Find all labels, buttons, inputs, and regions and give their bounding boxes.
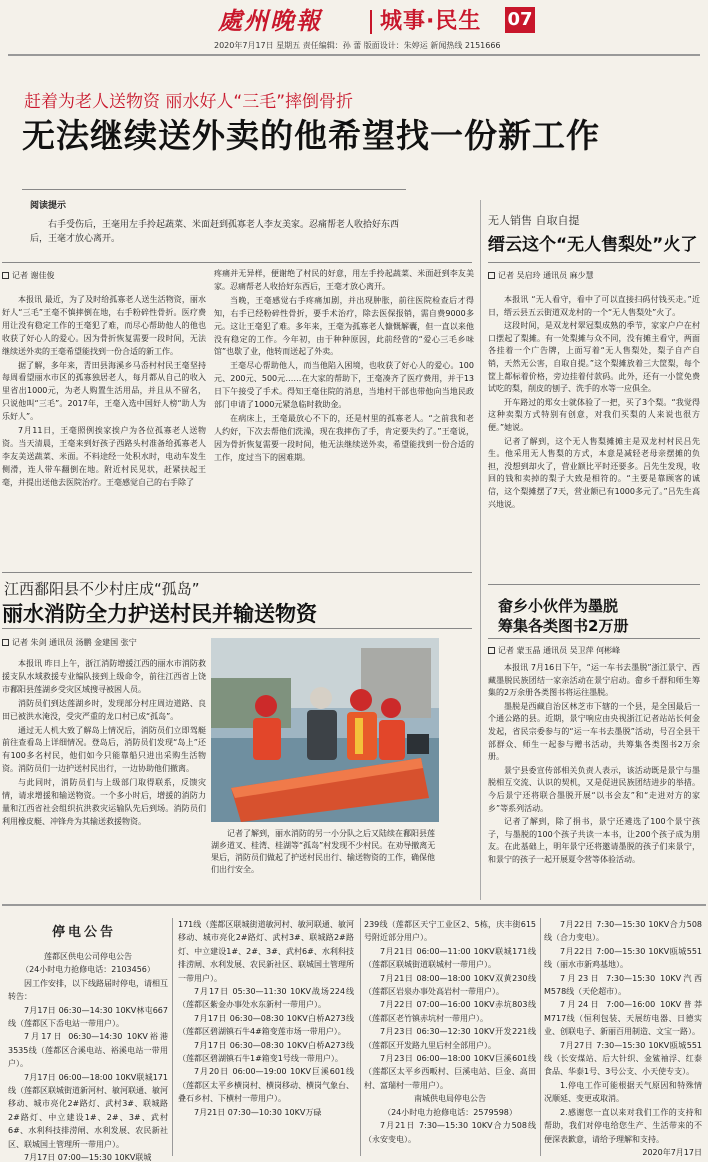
notice-line: 7月17日 07:00—15:30 10KV联城	[24, 1153, 152, 1162]
story3-para: 消防员们到达莲湖乡时，发现部分村庄周边道路、良田已被洪水淹没，受灾严重的龙口村已成“孤岛”。	[2, 698, 206, 721]
page-number: 07	[505, 7, 535, 33]
story4-headline-line1: 畲乡小伙伴为墨脱	[498, 597, 619, 615]
story3-headline: 丽水消防全力护送村民并输送物资	[2, 602, 317, 626]
story4-headline-line2: 筹集各类图书2万册	[498, 617, 629, 635]
story4-byline-text: 记者 蒙玉晶 通讯员 吴卫萍 何彬峰	[498, 646, 621, 655]
notice-line: 239线（莲都区天宁工业区2、5栋，庆丰街615号附近部分用户）。	[364, 920, 536, 943]
story1-para: 在病床上，王毫最放心不下的，还是村里的孤寡老人。“之前我和老人约好，下次去帮他们洗澡，现在我摔伤了手，肯定要失约了。”王毫说，因为骨折恢复需要一段时间，他无法继续送外卖，希望能找到一份合适的工作，度过当下的困难期。	[214, 413, 474, 462]
notice-divider	[360, 918, 361, 1156]
top-rule	[8, 54, 700, 56]
story1-byline-text: 记者 谢佳俊	[12, 271, 55, 280]
photo-caption: 记者了解到，丽水消防的另一小分队之后又陆续在鄱阳县莲湖乡道叉、桂湾、桂湖等“孤岛”村发现不少村民。在劝导撤离无果后，消防员们做起了护送村民出行、输送物资的工作，确保他们出行安全。	[211, 829, 436, 874]
rescue-boat-illustration	[211, 638, 439, 822]
notice-divider	[172, 918, 173, 1156]
notice-line: 7月17日 06:30—08:30 10KV白桥A273线（莲都区碧湖镇石牛4#箱变莲市场一带用户）。	[178, 1013, 354, 1037]
byline-box-icon	[2, 639, 9, 646]
notice-line: （24小时电力抢修电话：2103456）	[21, 965, 155, 975]
story1-para: 当晚，王毫感觉右手疼痛加剧，并出现肿胀，前往医院检查后才得知，右手已经粉碎性骨折，要手术治疗，除去医保报销，需自费9000多元。这让王毫犯了难。多年来，王毫为孤寡老人慷慨解囊，但一直以来他没有稳定的工作。今年初，由于种种原因，此前经营的“爱心三毛乡味馆”也歇了业，他转而送起了外卖。	[214, 295, 474, 357]
notice-line: 7月21日 7:30—15:30 10KV合力508线（永安变电）。	[364, 1121, 536, 1144]
story4-headline	[498, 596, 628, 636]
story4-top-rule	[488, 584, 700, 585]
notice-line: 莲都区供电公司停电公告	[44, 952, 132, 961]
story2-para: 本报讯 “无人看守，看中了可以直接扫码付钱买走。”近日，缙云县五云街道双龙村的一个“无人售梨处”火了。	[488, 295, 700, 317]
story3-para: 通过无人机大致了解岛上情况后，消防员们立即驾艇前往查看岛上详细情况。登岛后，消防员们发现“岛上”还有100多名村民，他们如今只能靠船只进出采购生活物资。消防员们一边护送村民出行，一边协助他们撤离。	[2, 725, 206, 774]
story4-rule	[488, 638, 700, 639]
notice-line: 7月22日 7:30—15:30 10KV合力508线（合力变电）。	[544, 920, 702, 943]
story1-byline	[2, 270, 55, 282]
byline-box-icon	[488, 272, 495, 279]
story2-para: 这段时间，是双龙村翠冠梨成熟的季节，家家户户在村口摆起了梨摊。有一处梨摊与众不同，没有摊主看守，两面各挂着一个广告牌，上面写着“无人售梨处，梨子自产自销，天然无公害，自取自提。”这个梨摊放着三大筐梨，每个筐上都标着价格，旁边挂着付款码。此外，还有一小筐免费试吃的梨，削皮的刨子、洗手的水等一应俱全。	[488, 321, 700, 394]
info-line: 2020年7月17日 星期五 责任编辑：孙 蕾 版面设计：朱婷运 新闻热线 2151666	[214, 41, 501, 50]
notice-line: 7月24日 7:00—16:00 10KV普莽M717线（恒利包装、天展纺电器、日德实业、创联电子、新丽百用制造、文宝一路）。	[544, 1000, 702, 1037]
notice-column-2	[178, 918, 354, 1119]
story1-column-1	[2, 294, 206, 491]
lead-rule	[22, 189, 406, 190]
story2-kicker: 无人销售 自取自提	[488, 214, 580, 227]
notice-rule	[2, 904, 706, 906]
story3-para: 与此同时，消防员们与上级部门取得联系，反馈灾情，请求增援和输送物资。一个多小时后，增援的消防力量和江西省社会组织抗洪救灾运输队先后到场。消防员们利用橡皮艇、冲锋舟为其输送救援物资。	[2, 778, 206, 826]
story4-body	[488, 662, 700, 868]
notice-line: 7月27日 7:30—15:30 10KV瓯城551线（长安煤站、后大针织、金鲨袖浮、红泰食品、华泰1号、3号公支、小天使专支）。	[544, 1040, 702, 1077]
section-name: 城事·民生	[380, 9, 482, 34]
story4-para: 墨脱是西藏自治区林芝市下辖的一个县，是全国最后一个通公路的县。近期，景宁响应由央视浙江记者站站长何金发起，省民宗委参与的“运一车书去墨脱”活动，号召全县干部群众、师生一起参与赠书活动，共筹集各类图书2万余册。	[488, 701, 700, 762]
story3-para: 本报讯 昨日上午，浙江消防增援江西的丽水市消防救援支队水域救援专业编队接到上级命令，前往江西省上饶市鄱阳县莲湖乡受灾区域搜寻被困人员。	[2, 659, 206, 694]
notice-line: 7月20日 06:00—19:00 10KV巨溪601线（莲都区太平乡横岗村、横岗移动、横岗气象台、叠石乡村、下横村一带用户）。	[178, 1067, 354, 1104]
notice-line: 1.停电工作可能根据天气原因和特殊情况顺延、变更或取消。	[544, 1080, 702, 1104]
notice-line: 7月17日 06:30—14:30 10KV裕港3535线（莲都区合溪电站、裕溪电站一带用户）。	[8, 1032, 168, 1069]
notice-line: 171线（莲都区联城街道敏河村、敏河联通、敏河移动、城市亮化2#路灯、武村3#、联城路2#路灯、中立建设1#、2#、3#、武村6#、水利科技排涝闸、水利发展、农民新社区、联城国土管理所一带用户）。	[178, 920, 354, 983]
story3-kicker: 江西鄱阳县不少村庄成“孤岛”	[4, 580, 200, 598]
power-outage-notice	[2, 912, 706, 1160]
story3-byline	[2, 637, 137, 649]
notice-title: 停电公告	[52, 925, 117, 940]
notice-line: 7月17日 05:30—11:30 10KV战场224线（莲都区紫金办事处水东新村一带用户）。	[178, 987, 354, 1010]
story4-byline	[488, 645, 620, 657]
story1-headline: 无法继续送外卖的他希望找一份新工作	[22, 116, 600, 155]
notice-line: 7月22日 07:00—16:00 10KV赤坑803线（莲都区老竹镇赤坑村一带用户）。	[364, 1000, 536, 1023]
notice-line: 7月23日 06:30—12:30 10KV开发221线（莲都区开发路九里后村全部用户）。	[364, 1027, 536, 1050]
notice-line: 南城供电局停电公告	[414, 1094, 486, 1104]
story3-rule	[2, 628, 472, 629]
story3-top-rule	[2, 572, 472, 573]
masthead-divider	[370, 10, 372, 34]
notice-line: 因工作安排，以下线路届时停电，请相互转告：	[8, 978, 168, 1002]
notice-line: 7月21日 08:00—18:00 10KV双黄230线（莲都区岩泉办事处高岩村一带用户）。	[364, 973, 536, 997]
story2-headline: 缙云这个“无人售梨处”火了	[488, 235, 698, 255]
notice-column-1	[8, 950, 168, 1162]
newspaper-brand: 處州晚報	[218, 6, 322, 35]
story1-para: 本报讯 最近，为了及时给孤寡老人送生活物资，丽水好人“三毛”王毫不慎摔倒在地，右手粉碎性骨折。医疗费用让没有稳定工作的王毫犯了难，而尽心帮助他人的他也收获了好心人的爱心。因为骨折恢复需要一段时间，无法继续送外卖的王毫希望能找到一份合适的新工作。	[2, 295, 206, 356]
story4-para: 记者了解到，除了捐书，景宁还遴选了100个景宁孩子，与墨脱的100个孩子共读一本书，让200个孩子成为朋友。在此基础上，明年景宁还将邀请墨脱的孩子们来景宁，和景宁的孩子一起开展夏令营等体验活动。	[488, 817, 700, 864]
masthead	[160, 4, 600, 36]
story1-para: 据了解，多年来，青田县海溪乡马岙村村民王毫坚持每周看望丽水市区的孤寡独居老人，每月都从自己的收入里省出1000元，为老人购置生活用品，并且从不留名，只说他叫“三毛”。2017年，王毫入选中国好人榜“助人为乐好人”。	[2, 360, 206, 422]
story1-para: 王毫尽心帮助他人，而当他陷入困境，也收获了好心人的爱心。100元、200元、500元……在大家的帮助下，王毫凑齐了医疗费用，并于13日下午接受了手术。得知王毫住院的消息，当地村干部也带他向当地民政部门申请了1000元紧急临时救助金。	[214, 361, 474, 410]
story3-body	[2, 658, 206, 830]
notice-line: 7月23日 7:30—15:30 10KV汽西M578线（天伦超市）。	[544, 973, 702, 997]
story1-rule	[2, 262, 472, 263]
story2-body	[488, 294, 700, 512]
lead-title: 阅读提示	[30, 201, 67, 211]
story2-para: 开车路过的郑女士就体验了一把，买了3个梨。“我觉得这种卖梨方式特别有创意，对我们买梨的人来说也很方便。”她说。	[488, 397, 700, 432]
notice-line: （24小时电力抢修电话：2579598）	[383, 1107, 517, 1117]
rescue-photo	[211, 638, 439, 822]
story2-rule	[488, 262, 700, 263]
notice-line: 7月17日 06:30—14:30 10KV林屯667线（莲都区下岙电站一带用户）。	[8, 1005, 168, 1029]
story3-byline-text: 记者 朱剑 通讯员 汤鹏 金建国 张宁	[12, 638, 137, 647]
story1-para: 7月11日，王毫照例挨家挨户为各位孤寡老人送物资。当天清晨，王毫来到好孩子西路头村准备给孤寡老人李友美送蔬菜、米面。不料途经一处积水时，电动车发生侧滑，连人带车翻倒在地。附近村民见状，赶紧扶起王毫，并提出送他去医院治疗。王毫感觉自己的右手除了	[2, 426, 206, 487]
story2-byline	[488, 270, 594, 282]
byline-box-icon	[488, 647, 495, 654]
notice-line: 7月22日 7:00—15:30 10KV瓯城551线（丽水市新鸡基地）。	[544, 946, 702, 970]
notice-line: 7月17日 06:00—18:00 10KV联城171线（莲都区联城街道新河村、敏河联通、敏河移动、城市亮化2#路灯、武村3#、联城路2#路灯、中立建设1#、2#、3#、武村6#、水利科技排涝闸、水利发展、农民新社区、联城国土管理所一带用户）。	[8, 1072, 168, 1149]
column-divider	[480, 200, 481, 900]
notice-date: 2020年7月17日	[642, 1147, 702, 1157]
notice-line: 7月21日 06:00—11:00 10KV联城171线（莲都区联城街道联城村一带用户）。	[364, 946, 536, 970]
story1-kicker: 赶着为老人送物资 丽水好人“三毛”摔倒骨折	[24, 92, 354, 112]
story2-para: 记者了解到，这个无人售梨摊摊主是双龙村村民吕先生。他采用无人售梨的方式，本意是减轻老母亲摆摊的负担，没想到却火了，营业额比平时还要多。吕先生发现，收回的钱和卖掉的梨子大致是相符的。“主要是靠顾客的诚信，这个梨摊摆了7天，营业额已有1000多元了。”吕先生高兴地说。	[488, 436, 700, 509]
byline-box-icon	[2, 272, 9, 279]
notice-line: 7月17日 06:30—08:30 10KV白桥A273线（莲都区碧湖镇石牛1#箱变1号线一带用户）。	[178, 1040, 354, 1064]
notice-line: 7月23日 06:00—18:00 10KV巨溪601线（莲都区太平乡西畈村、巨溪电站、巨金、高田村、富瑞村一带用户）。	[364, 1054, 536, 1090]
story4-para: 景宁县委宣传部相关负责人表示，该活动既是景宁与墨脱相互交流、认识的契机，又是促进民族团结进步的举措。今后景宁还将联合墨脱开展“以书会友”和“走进对方的家乡”等系列活动。	[488, 765, 700, 813]
story1-column-2	[214, 268, 474, 466]
notice-column-3	[364, 918, 536, 1146]
lead-text: 右手受伤后，王毫用左手拎起蔬菜、米面赶到孤寡老人李友美家。忍痛帮老人收拾好东西后，王毫才放心离开。	[30, 220, 400, 244]
story2-byline-text: 记者 吴启玲 通讯员 麻少慧	[498, 271, 594, 280]
notice-line: 2.感谢您一直以来对我们工作的支持和帮助，我们对停电给您生产、生活带来的不便深表歉意，请给予理解和支持。	[544, 1107, 702, 1144]
story1-para: 疼痛并无异样，便谢绝了村民的好意，用左手拎起蔬菜、米面赶到李友美家。忍痛帮老人收拾好东西后，王毫才放心离开。	[214, 269, 474, 291]
notice-column-4	[544, 918, 702, 1159]
story4-para: 本报讯 7月16日下午，“运一车书去墨脱”浙江景宁、西藏墨脱民族团结一家亲活动在景宁启动。畲乡千群和师生筹集的2万余册各类图书将运往墨脱。	[488, 663, 700, 698]
notice-line: 7月21日 07:30—10:30 10KV万碌	[194, 1107, 322, 1117]
notice-divider	[540, 918, 541, 1156]
